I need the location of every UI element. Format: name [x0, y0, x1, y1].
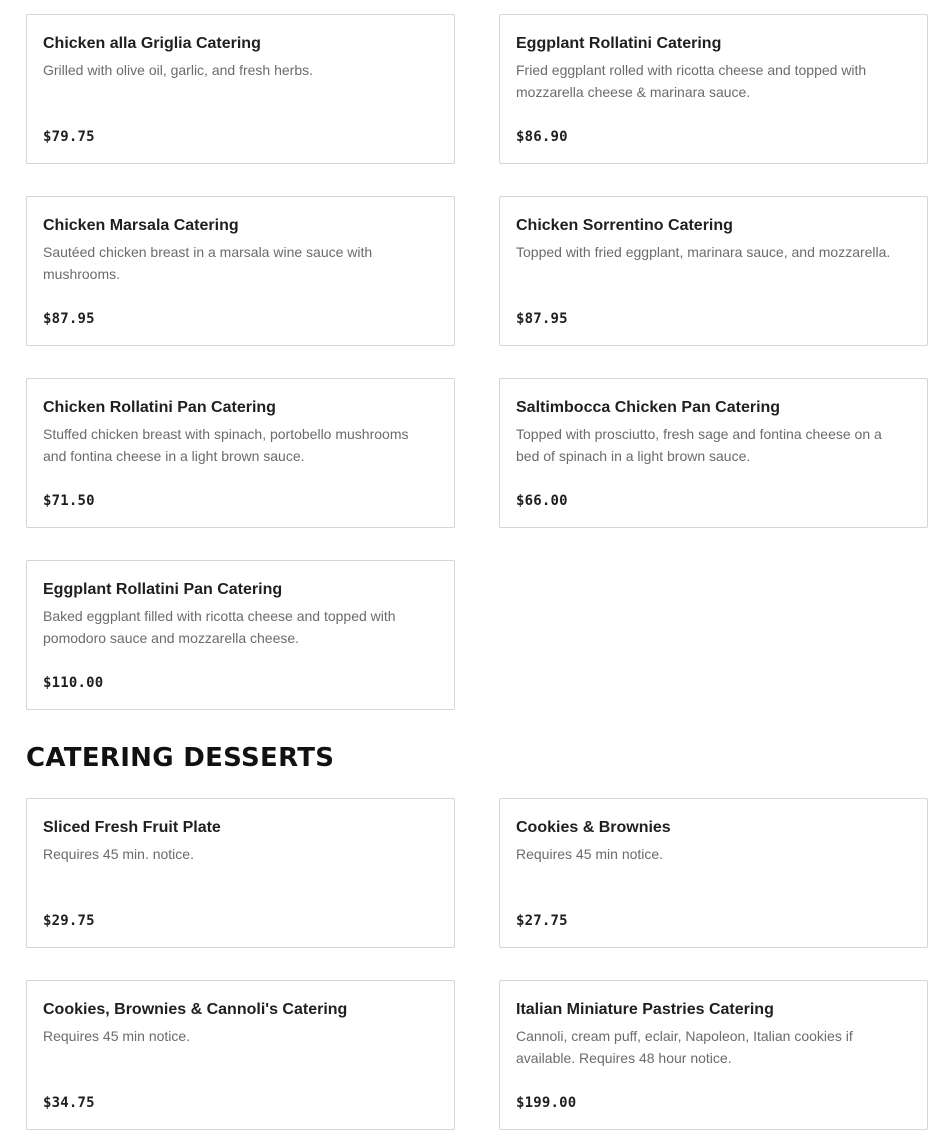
- menu-item-title: Cookies, Brownies & Cannoli's Catering: [43, 1001, 348, 1018]
- menu-item-card[interactable]: [499, 798, 928, 948]
- menu-item-price: $86.90: [516, 129, 568, 145]
- menu-item-title: Sliced Fresh Fruit Plate: [43, 819, 221, 836]
- menu-item-description: Topped with fried eggplant, marinara sauce, and mozzarella.: [516, 244, 891, 260]
- menu-item-price: $71.50: [43, 493, 95, 509]
- menu-item-title: Cookies & Brownies: [516, 819, 671, 836]
- menu-item-description: Cannoli, cream puff, eclair, Napoleon, Italian cookies if available. Requires 48 hour notice.: [516, 1028, 853, 1066]
- menu-item-card[interactable]: [26, 196, 455, 346]
- menu-item-title: Chicken Marsala Catering: [43, 217, 239, 234]
- menu-item-card[interactable]: [499, 196, 928, 346]
- menu-item-description: Stuffed chicken breast with spinach, portobello mushrooms and fontina cheese in a light brown sauce.: [43, 426, 409, 464]
- menu-item-card[interactable]: [26, 14, 455, 164]
- section-heading-desserts: CATERING DESSERTS: [26, 743, 335, 773]
- menu-item-title: Chicken Sorrentino Catering: [516, 217, 733, 234]
- menu-item-title: Saltimbocca Chicken Pan Catering: [516, 399, 781, 416]
- menu-item-card[interactable]: [26, 980, 455, 1130]
- menu-item-price: $34.75: [43, 1095, 95, 1111]
- menu-item-description: Requires 45 min. notice.: [43, 846, 194, 862]
- menu-item-description: Fried eggplant rolled with ricotta cheese and topped with mozzarella cheese & marinara sauce.: [516, 62, 867, 100]
- menu-item-price: $79.75: [43, 129, 95, 145]
- menu-item-title: Chicken alla Griglia Catering: [43, 35, 261, 52]
- menu-item-price: $199.00: [516, 1095, 577, 1111]
- menu-item-card[interactable]: [26, 378, 455, 528]
- menu-item-title: Eggplant Rollatini Pan Catering: [43, 581, 283, 598]
- menu-item-description: Requires 45 min notice.: [43, 1028, 191, 1044]
- menu-item-price: $29.75: [43, 913, 95, 929]
- menu-item-card[interactable]: [26, 798, 455, 948]
- menu-item-description: Requires 45 min notice.: [516, 846, 664, 862]
- menu-item-price: $87.95: [516, 311, 568, 327]
- menu-item-card[interactable]: [499, 14, 928, 164]
- menu-item-price: $27.75: [516, 913, 568, 929]
- menu-item-card[interactable]: [26, 560, 455, 710]
- menu-item-card[interactable]: [499, 980, 928, 1130]
- menu-item-title: Eggplant Rollatini Catering: [516, 35, 722, 52]
- menu-item-description: Baked eggplant filled with ricotta cheese and topped with pomodoro sauce and mozzarella cheese.: [43, 608, 396, 646]
- menu-item-price: $66.00: [516, 493, 568, 509]
- menu-item-price: $87.95: [43, 311, 95, 327]
- menu-item-price: $110.00: [43, 675, 104, 691]
- menu-item-title: Italian Miniature Pastries Catering: [516, 1001, 774, 1018]
- menu-item-card[interactable]: [499, 378, 928, 528]
- menu-item-title: Chicken Rollatini Pan Catering: [43, 399, 276, 416]
- menu-item-description: Sautéed chicken breast in a marsala wine sauce with mushrooms.: [43, 244, 373, 282]
- menu-item-description: Grilled with olive oil, garlic, and fresh herbs.: [43, 62, 314, 78]
- menu-item-description: Topped with prosciutto, fresh sage and fontina cheese on a bed of spinach in a light brown sauce.: [516, 426, 882, 464]
